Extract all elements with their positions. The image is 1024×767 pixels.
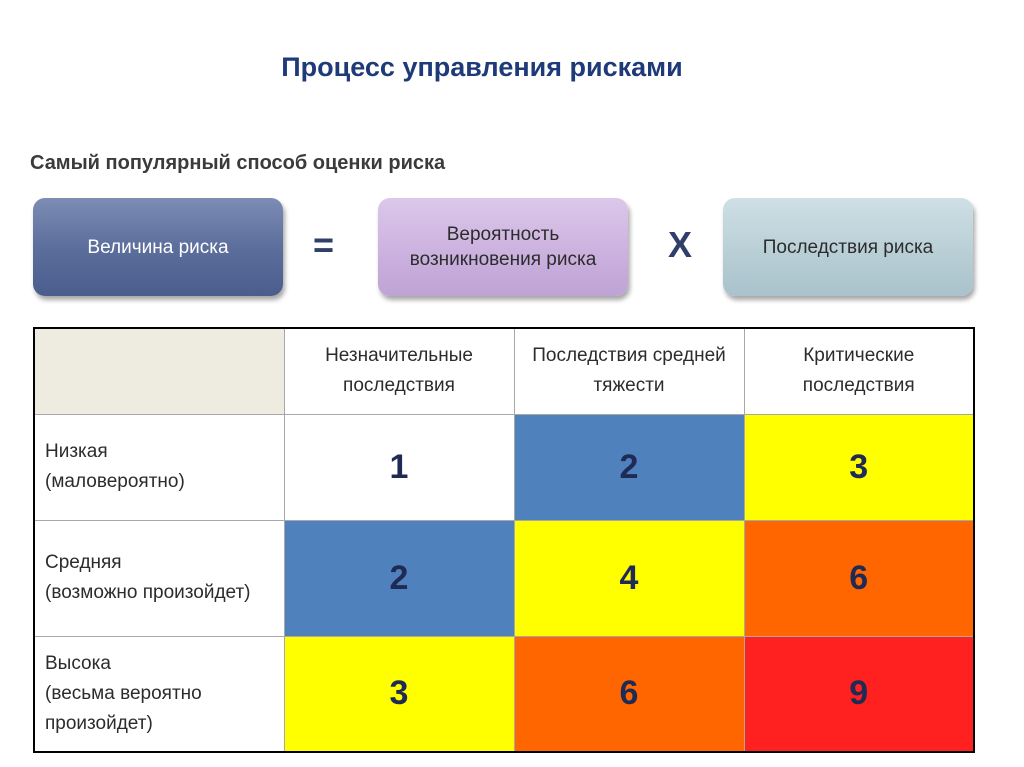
- matrix-cell: 2: [514, 414, 744, 520]
- matrix-cell: 2: [284, 520, 514, 636]
- equals-sign: =: [313, 224, 335, 265]
- row-low: [34, 414, 974, 520]
- multiply-sign: Х: [668, 224, 693, 265]
- risk-size-label: Величина риска: [87, 236, 229, 258]
- matrix-cell: 3: [284, 636, 514, 752]
- consequences-box: [723, 198, 973, 296]
- row-medium: [34, 520, 974, 636]
- row-label-low: [34, 414, 284, 520]
- subtitle: Самый популярный способ оценки риска: [30, 152, 446, 174]
- corner-cell: [34, 328, 284, 414]
- matrix-cell: 9: [744, 636, 974, 752]
- header-row: [34, 328, 974, 414]
- risk-matrix: [33, 327, 975, 753]
- column-header-minor: Незначительные последствия: [284, 328, 514, 414]
- risk-size-box: [33, 198, 283, 296]
- row-high: [34, 636, 974, 752]
- probability-box: [378, 198, 628, 296]
- page-title: Процесс управления рисками: [281, 52, 683, 82]
- row-label-title: Низкая: [45, 441, 108, 462]
- row-label-note: (весьма вероятно произойдет): [45, 682, 202, 734]
- matrix-cell: 6: [744, 520, 974, 636]
- matrix-cell: 1: [284, 414, 514, 520]
- column-header-critical: Критические последствия: [744, 328, 974, 414]
- matrix-cell: 3: [744, 414, 974, 520]
- row-label-note: (маловероятно): [45, 471, 185, 492]
- column-header-moderate: Последствия средней тяжести: [514, 328, 744, 414]
- consequences-label: Последствия риска: [762, 236, 934, 258]
- probability-label: Вероятность возникновения риска: [409, 224, 597, 270]
- matrix-cell: 4: [514, 520, 744, 636]
- row-label-title: Средняя: [45, 552, 122, 573]
- row-label-title: Высока: [45, 652, 111, 674]
- matrix-cell: 6: [514, 636, 744, 752]
- row-label-medium: [34, 520, 284, 636]
- row-label-note: (возможно произойдет): [45, 582, 251, 603]
- row-label-high: [34, 636, 284, 752]
